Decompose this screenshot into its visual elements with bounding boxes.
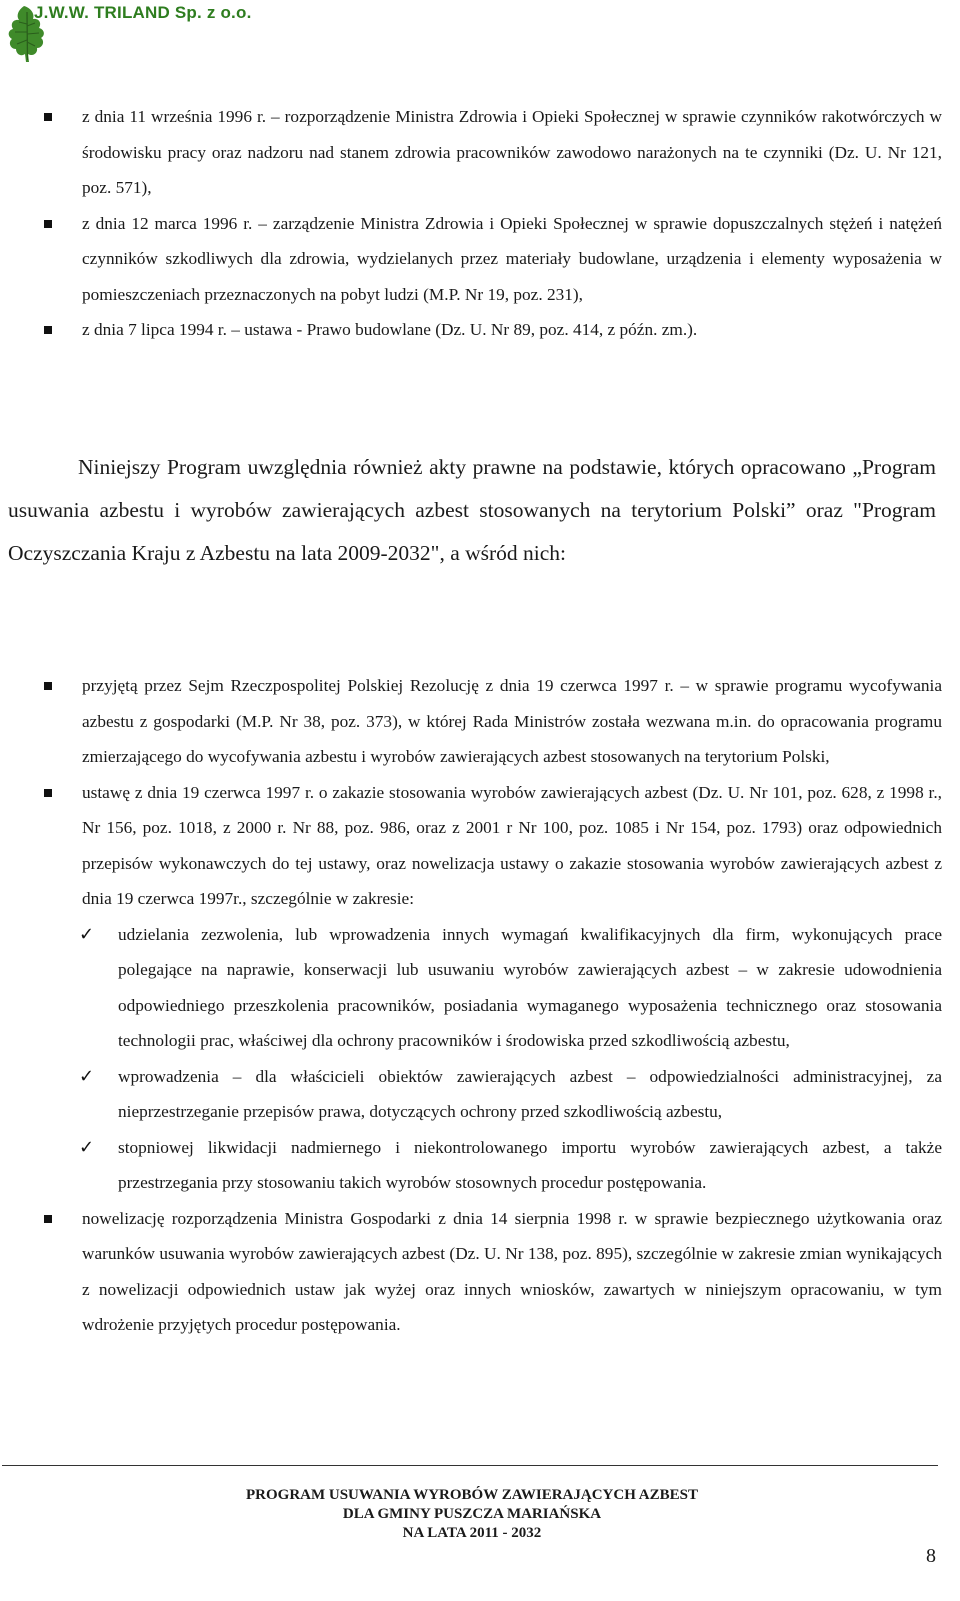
list-item: z dnia 12 marca 1996 r. – zarządzenie Ministra Zdrowia i Opieki Społecznej w sprawie dopuszczalnych stężeń i natężeń czynników szkodliwych dla zdrowia, wydzielanych przez materiały budowlane, urządzenia i elementy wyposażenia w pomieszczeniach przeznaczonych na pobyt ludzi (M.P. Nr 19, poz. 231), [0,206,942,313]
square-bullet-icon [44,220,52,228]
list-item: ustawę z dnia 19 czerwca 1997 r. o zakazie stosowania wyrobów zawierających azbest (Dz. U. Nr 101, poz. 628, z 1998 r., Nr 156, poz. 1018, z 2000 r. Nr 88, poz. 986, oraz z 2001 r Nr 100, poz. 1085 i Nr 154, poz. 1793) oraz odpowiednich przepisów wykonawczych do tej ustawy, oraz nowelizacja ustawy o zakazie stosowania wyrobów zawierających azbest z dnia 19 czerwca 1997r., szczególnie w zakresie: ✓ udzielania zezwolenia, lub wprowadzenia innych wymagań kwalifikacyjnych dla firm, wykonujących prace polegające na naprawie, konserwacji lub usuwaniu wyrobów zawierających azbest – w zakresie udowodnienia odpowiedniego przeszkolenia pracowników, posiadania wymaganego wyposażenia technicznego oraz stosowania technologii prac, właściwej dla ochrony pracowników i środowiska przed szkodliwością azbestu, ✓ wprowadzenia – dla właścicieli obiektów zawierających azbest – odpowiedzialności administracyjnej, za nieprzestrzeganie przepisów prawa, dotyczących ochrony przed szkodliwością azbestu, ✓ stopniowej likwidacji nadmiernego i niekontrolowanego importu wyrobów zawierających azbest, a także przestrzegania przy stosowaniu takich wyrobów stosownych procedur postępowania. [0,775,942,1201]
footer-title-line3: NA LATA 2011 - 2032 [402,1525,542,1541]
checkmark-icon: ✓ [79,1136,95,1158]
sublist-item: ✓ wprowadzenia – dla właścicieli obiektów zawierających azbest – odpowiedzialności administracyjnej, za nieprzestrzeganie przepisów prawa, dotyczących ochrony przed szkodliwością azbestu, [0,1059,942,1130]
list-item: z dnia 11 września 1996 r. – rozporządzenie Ministra Zdrowia i Opieki Społecznej w sprawie czynników rakotwórczych w środowisku pracy oraz nadzoru nad stanem zdrowia pracowników zawodowo narażonych na te czynniki (Dz. U. Nr 121, poz. 571), [0,99,942,206]
page-footer [0,1486,944,1543]
square-bullet-icon [44,682,52,690]
scope-sublist [79,917,942,1201]
list-item: nowelizację rozporządzenia Ministra Gospodarki z dnia 14 sierpnia 1998 r. w sprawie bezpiecznego użytkowania oraz warunków usuwania wyrobów zawierających azbest (Dz. U. Nr 138, poz. 895), szczególnie w zakresie zmian wynikających z nowelizacji odpowiednich ustaw jak wyżej oraz innych wniosków, zawartych w niniejszym opracowaniu, w tym wdrożenie przyjętych procedur postępowania. [0,1201,942,1343]
sublist-item: ✓ udzielania zezwolenia, lub wprowadzenia innych wymagań kwalifikacyjnych dla firm, wykonujących prace polegające na naprawie, konserwacji lub usuwaniu wyrobów zawierających azbest – w zakresie udowodnienia odpowiedniego przeszkolenia pracowników, posiadania wymaganego wyposażenia technicznego oraz stosowania technologii prac, właściwej dla ochrony pracowników i środowiska przed szkodliwością azbestu, [0,917,942,1059]
square-bullet-icon [44,1215,52,1223]
list-item: z dnia 7 lipca 1994 r. – ustawa - Prawo budowlane (Dz. U. Nr 89, poz. 414, z późn. zm.). [0,312,942,348]
intro-paragraph: Niniejszy Program uwzględnia również akty prawne na podstawie, których opracowano „Program usuwania azbestu i wyrobów zawierających azbest stosowanych na terytorium Polski” oraz "Program Oczyszczania Kraju z Azbestu na lata 2009-2032", a wśród nich: [8,455,936,565]
program-acts-list [0,668,942,1343]
page-header [0,0,960,60]
square-bullet-icon [44,113,52,121]
legal-acts-list [0,99,942,348]
page-number: 8 [926,1545,936,1567]
square-bullet-icon [44,326,52,334]
list-item: przyjętą przez Sejm Rzeczpospolitej Polskiej Rezolucję z dnia 19 czerwca 1997 r. – w sprawie programu wycofywania azbestu z gospodarki (M.P. Nr 38, poz. 373), w której Rada Ministrów została wezwana m.in. do opracowania programu zmierzającego do wycofywania azbestu i wyrobów zawierających azbest stosowanych na terytorium Polski, [0,668,942,775]
checkmark-icon: ✓ [79,923,95,945]
footer-title-line2: DLA GMINY PUSZCZA MARIAŃSKA [342,1506,602,1522]
footer-divider [2,1465,938,1466]
company-name: J.W.W. TRILAND Sp. z o.o. [34,3,252,22]
footer-title-line1: PROGRAM USUWANIA WYROBÓW ZAWIERAJĄCYCH AZBEST [245,1487,698,1503]
square-bullet-icon [44,789,52,797]
sublist-item: ✓ stopniowej likwidacji nadmiernego i niekontrolowanego importu wyrobów zawierających azbest, a także przestrzegania przy stosowaniu takich wyrobów stosownych procedur postępowania. [0,1130,942,1201]
checkmark-icon: ✓ [79,1065,95,1087]
